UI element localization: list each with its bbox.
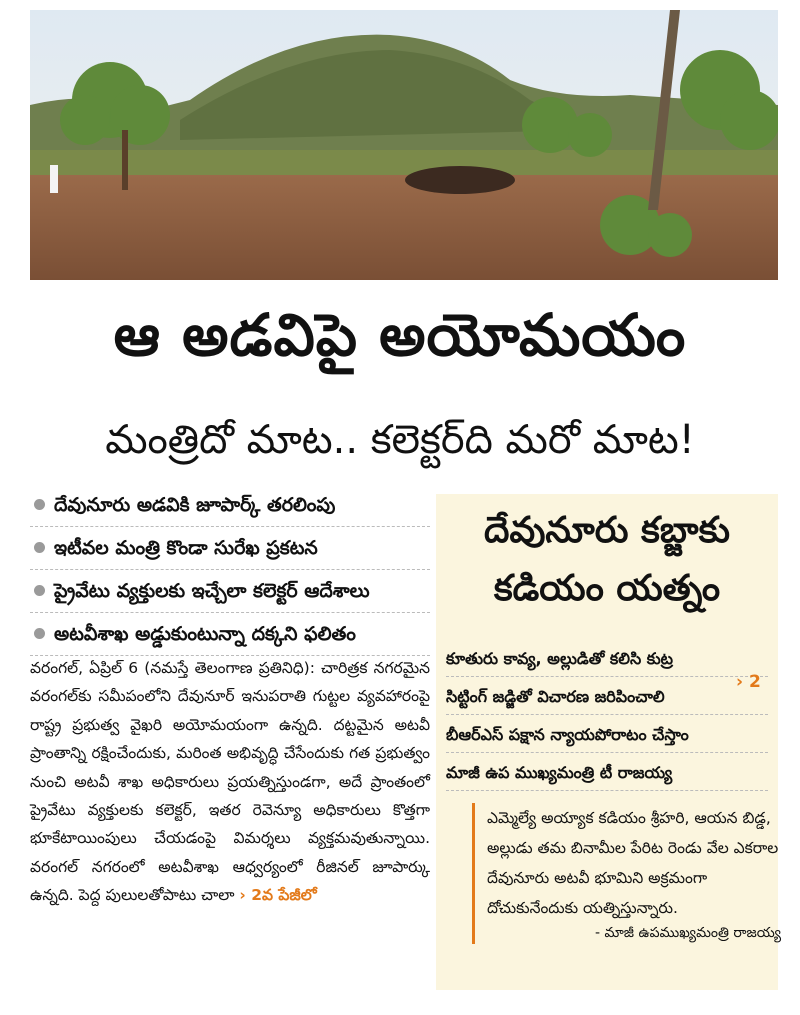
sidebar-title: దేవునూరు కబ్జాకు కడియం యత్నం — [484, 510, 730, 609]
bullet-item: దేవునూరు అడవికి జూపార్క్‌ తరలింపు — [30, 484, 430, 527]
bullet-item: ప్రైవేటు వ్యక్తులకు ఇచ్చేలా కలెక్టర్‌ ఆదేశాలు — [30, 570, 430, 613]
bullet-dot-icon — [34, 585, 45, 596]
sidebar-line: సిట్టింగ్‌ జడ్జితో విచారణ జరిపించాలి — [446, 680, 768, 715]
quote-attribution: - మాజీ ఉపముఖ్యమంత్రి రాజయ్య — [594, 925, 781, 941]
bullet-dot-icon — [34, 499, 45, 510]
article-body-text: వరంగల్‌, ఏప్రిల్‌ 6 (నమస్తే తెలంగాణ ప్రతినిధి): చారిత్రక నగరమైన వరంగల్‌కు సమీపంలోని దేవునూర్‌ ఇనుపరాతి గుట్టల వ్యవహారంపై రాష్ట్ర ప్రభుత్వ వైఖరి అయోమయంగా ఉన్నది. దట్టమైన అటవీ ప్రాంతాన్ని రక్షించేందుకు, మరింత అభివృద్ధి చేసేందుకు గత ప్రభుత్వం నుంచి అటవీ శాఖ అధికారులు ప్రయత్నిస్తుండగా, అదే ప్రాంతంలో ప్రైవేటు వ్యక్తులకు కలెక్టర్‌, ఇతర రెవెన్యూ అధికారులు కొత్తగా భూకేటాయింపులు చేయడంపై విమర్శలు వ్యక్తమవుతున్నాయి. వరంగల్‌ నగరంలో అటవీశాఖ ఆధ్వర్యంలో రీజినల్‌ జూపార్కు ఉన్నది. పెద్ద పులులతోపాటు చాలా — [30, 659, 430, 905]
bullet-item: ఇటీవల మంత్రి కొండా సురేఖ ప్రకటన — [30, 527, 430, 570]
bullet-item: అటవీశాఖ అడ్డుకుంటున్నా దక్కని ఫలితం — [30, 613, 430, 656]
quote-text: ఎమ్మెల్యే అయ్యాక కడియం శ్రీహరి, ఆయన బిడ్డ, అల్లుడు తమ బినామీల పేరిట రెండు వేల ఎకరాల దేవునూరు అటవీ భూమిని అక్రమంగా దోచుకునేందుకు యత్నిస్తున్నారు. — [487, 809, 779, 917]
bullet-dot-icon — [34, 542, 45, 553]
subheadline: మంత్రిదో మాట.. కలెక్టర్‌ది మరో మాట! — [105, 417, 695, 463]
bullet-list — [30, 484, 430, 656]
article-body — [30, 654, 430, 910]
sidebar-line: బీఆర్‌ఎస్‌ పక్షాన న్యాయపోరాటం చేస్తాం — [446, 718, 768, 753]
headline: ఆ అడవిపై అయోమయం — [113, 301, 687, 369]
sidebar-line: కూతురు కావ్య, అల్లుడితో కలిసి కుట్ర — [446, 642, 768, 677]
quote-box — [472, 803, 781, 944]
forest-land-photo — [30, 10, 778, 280]
bullet-dot-icon — [34, 628, 45, 639]
continued-reference[interactable]: › 2వ పేజీలో — [239, 886, 317, 905]
sidebar-continued-reference[interactable]: › 2 — [736, 672, 761, 692]
sidebar-line: మాజీ ఉప ముఖ్యమంత్రి టీ రాజయ్య — [446, 756, 768, 791]
